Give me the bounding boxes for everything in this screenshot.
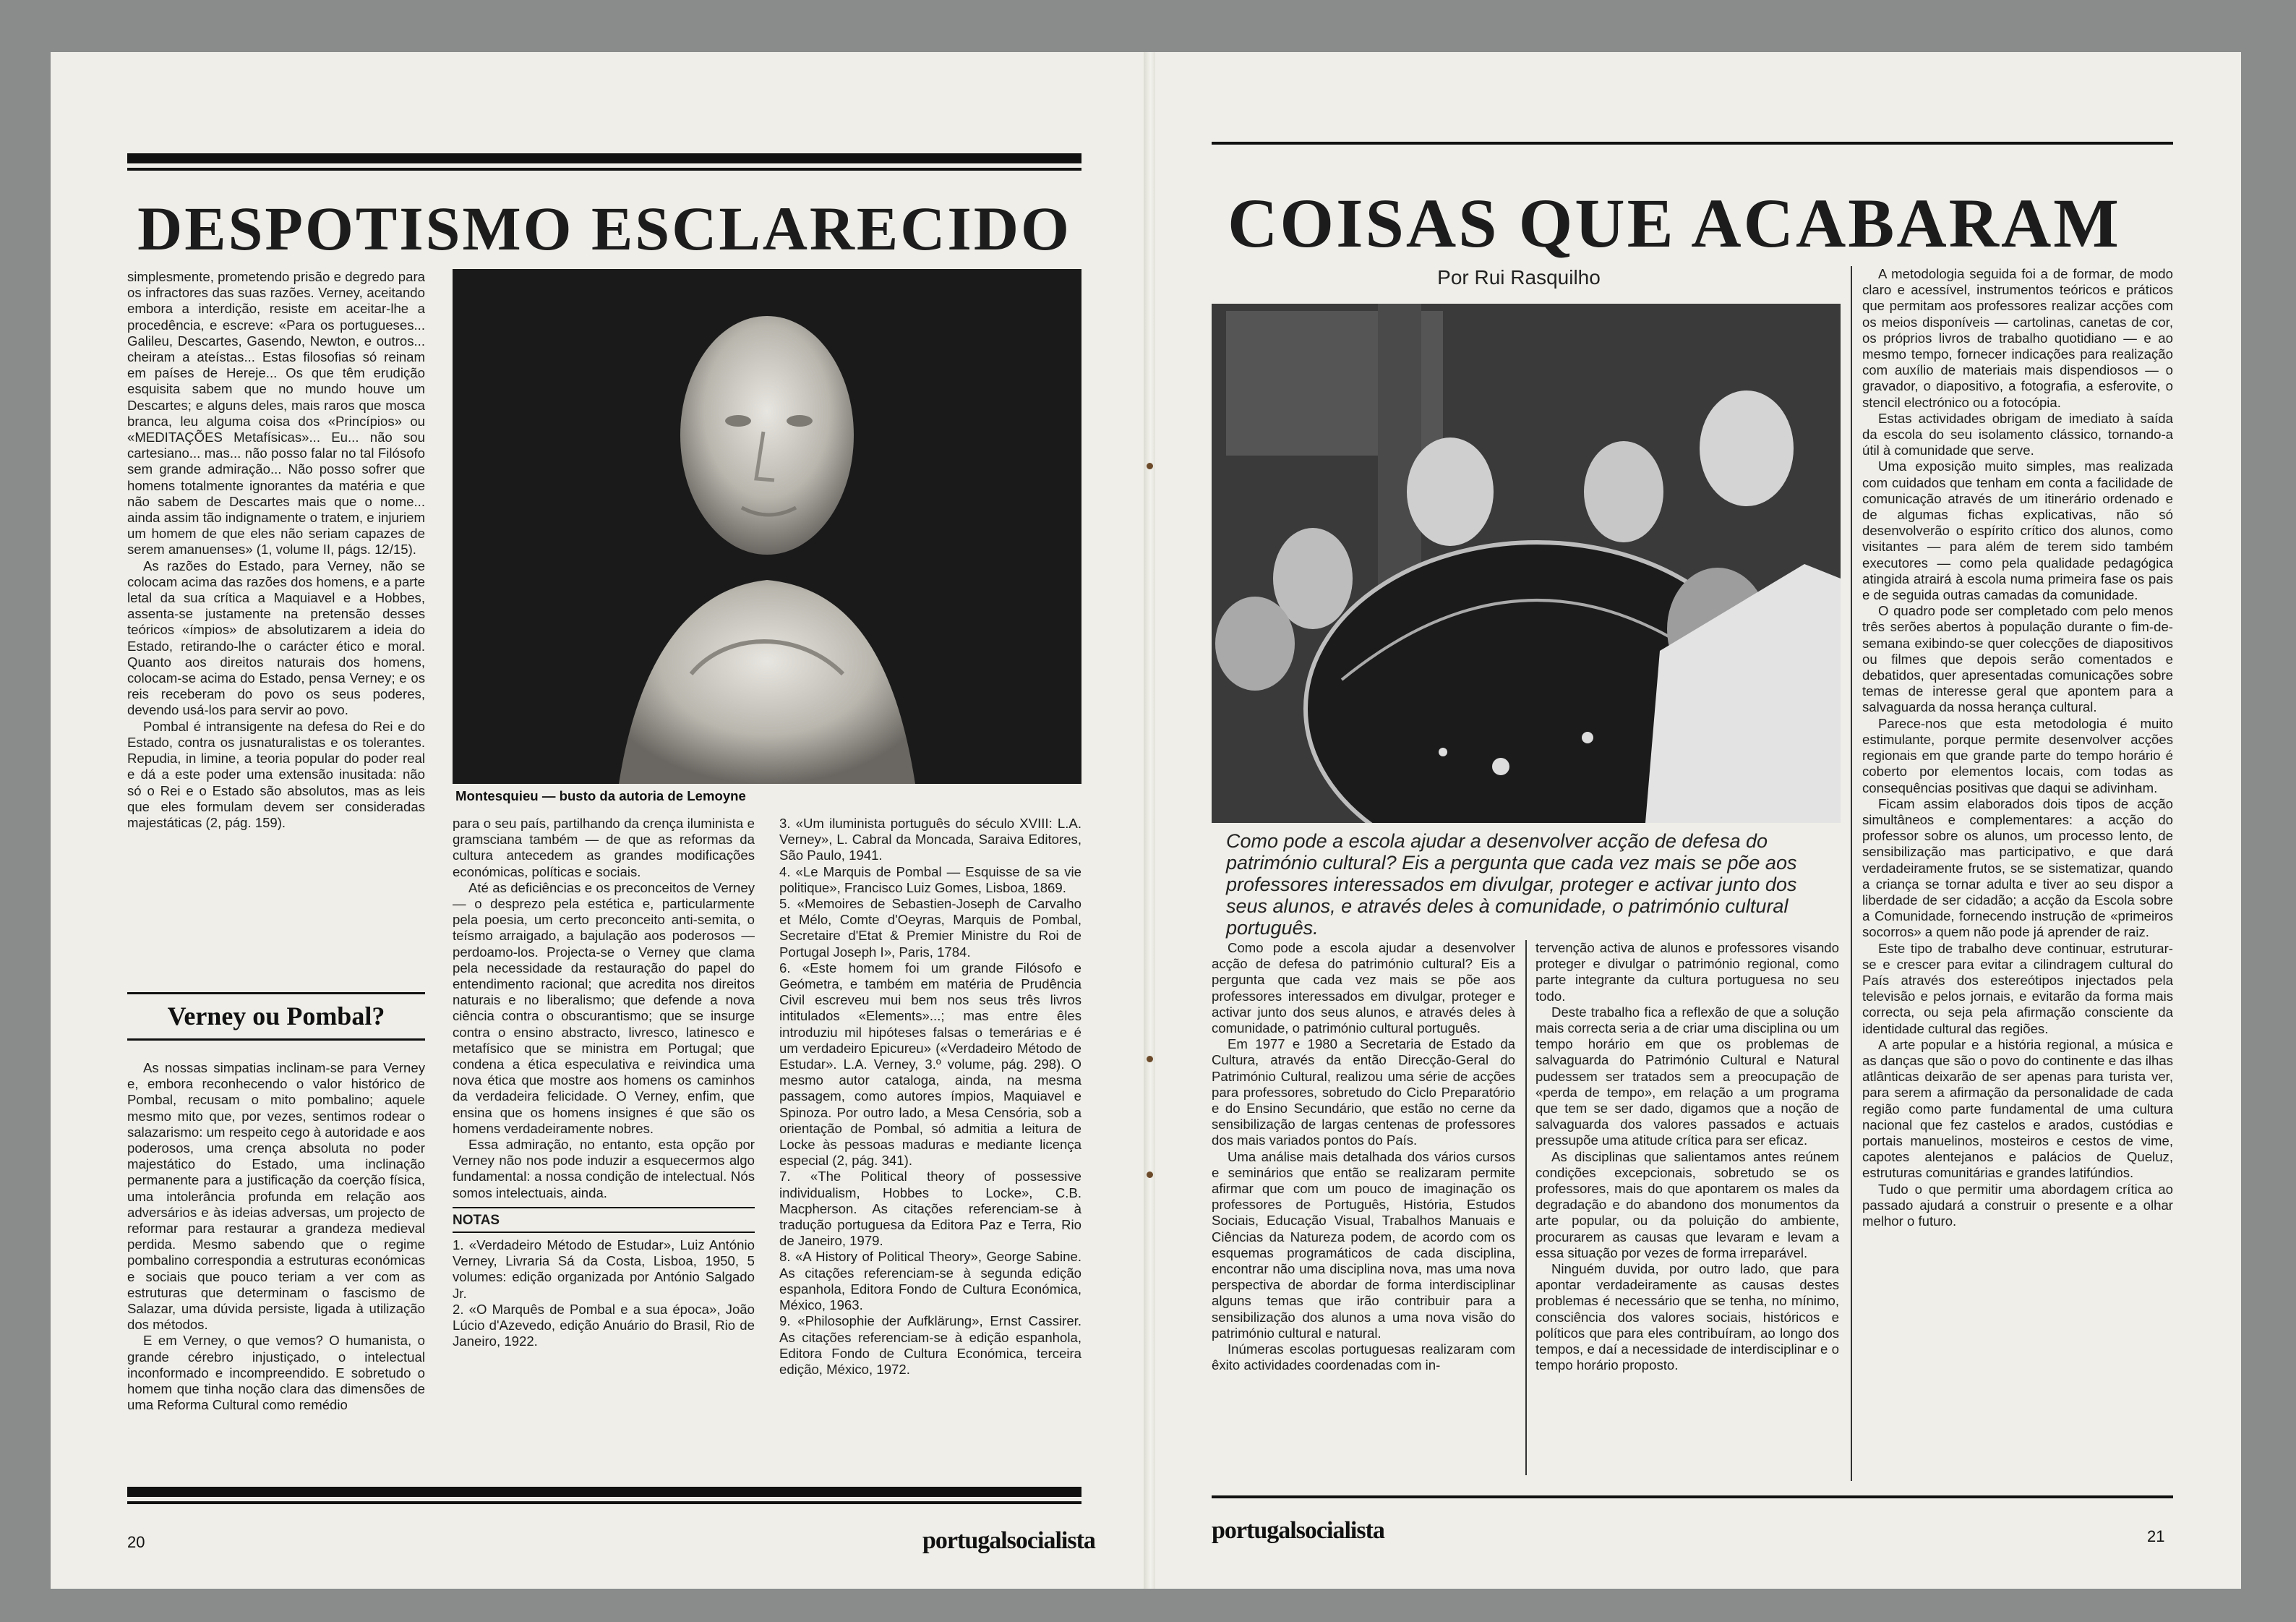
notes-rule [453,1207,755,1208]
note-item: 6. «Este homem foi um grande Filósofo e Geómetra, e também em matéria de Prudência Civil escreveu mui bem nos seus três livros intitulados «Elements»...; mas entre êles introduziu mil hipóteses falsas o temerárias e é um verdadeiro Epicureu» («Verdadeiro Método de Estudar». L.A. Verney, 3.º volume, pág. 298). O mesmo autor cataloga, ainda, na mesma passagem, como autores ímpios, Maquiavel e Spinoza. Por outro lado, a Mesa Censória, sob a orientação de Pombal, só admitia a leitura de Locke às pessoas maduras e mediante licença especial (2, pág. 341). [779,960,1081,1169]
paragraph: Tudo o que permitir uma abordagem crítica ao passado ajudará a construir o presente e a olhar melhor o futuro. [1862,1181,2173,1229]
notes-heading: NOTAS [453,1212,500,1228]
paragraph: Uma análise mais detalhada dos vários cursos e seminários que então se realizaram permite afirmar que com um pouco de imaginação os professores de Português, História, Estudos Sociais, Educação Visual, Trabalhos Manuais e Ciências da Natureza podem, de acordo com os esquemas programáticos de cada disciplina, encontrar não uma disciplina nova, mas uma nova perspectiva de abordar de forma interdisciplinar alguns temas que irão contribuir para a sensibilização dos alunos a uma nova visão do património cultural e natural. [1212,1148,1515,1341]
staple-mark [1147,1056,1153,1062]
paragraph: tervenção activa de alunos e professores visando proteger e divulgar o património regional, como parte integrante da cultura portuguesa no seu todo. [1535,940,1839,1004]
notes-column-3 [779,816,1081,1467]
paragraph: Inúmeras escolas portuguesas realizaram com êxito actividades coordenadas com in- [1212,1341,1515,1373]
paragraph: Parece-nos que esta metodologia é muito estimulante, porque permite desenvolver acções regionais em que grande parte do tempo horário é coberto por elementos locais, com todas as consequências positivas que daqui se adivinham. [1862,715,2173,795]
paragraph: Essa admiração, no entanto, esta opção por Verney não nos pode induzir a esquecermos algo fundamental: a nossa condição de intelectual. Nós somos intelectuais, ainda. [453,1137,755,1200]
note-item: 2. «O Marquês de Pombal e a sua época», João Lúcio d'Azevedo, edição Anuário do Brasil, Rio de Janeiro, 1922. [453,1301,755,1349]
column-divider [1851,266,1852,1481]
photo-caption: Montesquieu — busto da autoria de Lemoyne [455,788,746,803]
paragraph: Deste trabalho fica a reflexão de que a solução mais correcta seria a de criar uma disciplina ou um tempo horário em que os problemas de salvaguarda do Património Cultural e Natural pudessem ser tratados sem a preocupação de «perda de tempo», em relação a um programa que tem se ser dado, digamos que a noção de salvaguarda dos valores passados e actuais pressupõe uma atitude crítica para ser eficaz. [1535,1004,1839,1148]
article-column-1 [127,269,425,978]
header-rule-thin [1212,142,2173,145]
article-column-1b [127,1060,425,1465]
article-column-2 [1535,940,1839,1475]
paragraph: A arte popular e a história regional, a música e as danças que são o povo do continente e das ilhas atlânticas deixarão de ser apenas para turista ver, para serem a afirmação da personalidade de cada região como parte fundamental de uma cultura nacional que fez castelos e arados, custódias e portais manuelinos, mosteiros e cestos de vime, capotes alentejanos e palácios de Queluz, estruturas comunitárias e grandes latifúndios. [1862,1036,2173,1181]
paragraph: para o seu país, partilhando da crença iluminista e gramsciana também — de que as reformas da cultura antecedem as grandes modificações económicas, políticas e sociais. [453,816,755,879]
headline: DESPOTISMO ESCLARECIDO [137,194,1071,263]
column-divider [1525,940,1527,1475]
staple-mark [1147,1171,1153,1178]
paragraph: Ninguém duvida, por outro lado, que para apontar verdadeiramente as causas destes problemas é necessário que se tenha, no mínimo, consciência dos valores sociais, históricos e políticos que para eles contribuíram, ao longo dos tempos, e daí a necessidade de interdisciplinar e o tempo horário proposto. [1535,1261,1839,1373]
subhead-rule-top [127,992,425,994]
footer-rule-thin [127,1501,1081,1504]
paragraph: Estas actividades obrigam de imediato à saída da escola do seu isolamento clássico, tornando-a útil à comunidade que serve. [1862,410,2173,458]
note-item: 9. «Philosophie der Aufklärung», Ernst Cassirer. As citações referenciam-se à edição espanhola, Editora Fondo de Cultura Económica, terceira edição, México, 1972. [779,1313,1081,1377]
article-column-2 [453,816,755,1467]
byline: Por Rui Rasquilho [1437,266,1601,289]
staple-mark [1147,463,1153,469]
paragraph: Pombal é intransigente na defesa do Rei e do Estado, contra os jusnaturalistas e os tolerantes. Repudia, in limine, a teoria popular do poder real e dá a este poder uma extensão inusitada: não só o Rei e o Estado são absolutos, mas as leis que eles formulam devem ser consideradas majestáticas (2, pág. 159). [127,718,425,830]
masthead-logo: portugalsocialista [1212,1517,1384,1544]
page-number: 21 [2147,1527,2165,1545]
page-number: 20 [127,1533,145,1551]
notes-rule [453,1232,755,1233]
classroom-photo [1212,304,1841,823]
bust-photo [453,269,1081,784]
paragraph: As disciplinas que salientamos antes reúnem condições excepcionais, sobretudo se os professores, mais do que apontarem os males da degradação e do abandono dos monumentos da arte popular, ou da poluição do ambiente, procurarem as causas que levaram e levam a essa situação por vezes de forma irreparável. [1535,1148,1839,1260]
paragraph: E em Verney, o que vemos? O humanista, o grande cérebro injustiçado, o intelectual inconformado e incompreendido. E sobretudo o homem que tinha noção clara das dimensões de uma Reforma Cultural como remédio [127,1333,425,1413]
header-rule [127,153,1081,163]
paragraph: simplesmente, prometendo prisão e degredo para os infractores das suas razões. Verney, aceitando embora a interdição, resiste em aceitar-lhe a procedência, e escreve: «Para os portugueses... Galileu, Descartes, Gasendo, Newton, e outros... cheiram a ateístas... Estas filosofias só reinam em países de Hereje... Os que têm erudição esquisita sabem que no mundo houve um Descartes; e alguns deles, mais raros que mosca branca, leu alguma coisa dos «Princípios» ou «MEDITAÇÕES Metafísicas»... Eu... não sou cartesiano... mas... não posso falar no tal Filósofo sem grande admiração... Não posso sofrer que homens totalmente ignorantes da matéria e que não sabem de Descartes mais que o nome... ainda assim tão indignamente o tratem, e injuriem um homem de que eles não seriam capazes de serem amanuenses» (1, volume II, págs. 12/15). [127,269,425,558]
photo-caption: Como pode a escola ajudar a desenvolver acção de defesa do património cultural? Eis a pergunta que cada vez mais se põe aos professores interessados em divulgar, proteger e activar junto dos seus alunos, e através deles à comunidade, o património cultural português. [1226,830,1797,939]
paragraph: Em 1977 e 1980 a Secretaria de Estado da Cultura, através da então Direcção-Geral do Património Cultural, realizou uma série de acções para professores, sobretudo do Ciclo Preparatório e do Ensino Secundário, que estão no cerne da sensibilização de largas centenas de professores dos mais variados pontos do País. [1212,1036,1515,1148]
subhead-rule-bottom [127,1038,425,1041]
spine-gutter [1144,52,1155,1589]
paragraph: Uma exposição muito simples, mas realizada com cuidados que tenham em conta a facilidade de comunicação através de um itinerário ordenado e de algumas fichas explicativas, não só desenvolverão o espírito crítico dos alunos, como visitantes — para além de terem sido também executores — como pela qualidade pedagógica atingida atrairá à escola numa primeira fase os pais e de seguida outras camadas da comunidade. [1862,458,2173,603]
note-item: 1. «Verdadeiro Método de Estudar», Luiz António Verney, Livraria Sá da Costa, Lisboa, 1950, 5 volumes: edição organizada por António Salgado Jr. [453,1237,755,1301]
article-column-3 [1862,266,2173,1481]
note-item: 8. «A History of Political Theory», George Sabine. As citações referenciam-se à segunda edição espanhola, Editora Fondo de Cultura Económica, México, 1963. [779,1249,1081,1313]
note-item: 4. «Le Marquis de Pombal — Esquisse de sa vie politique», Francisco Luiz Gomes, Lisboa, 1869. [779,863,1081,895]
footer-rule [127,1487,1081,1497]
paragraph: Ficam assim elaborados dois tipos de acção simultâneos e complementares: a acção do professor sobre os alunos, um processo lento, de sensibilização mas participativo, e que dará verdadeiramente frutos, se se sistematizar, quando a criança se tornar adulta e tiver ao seu dispor a liberdade de ser cidadão; a acção da Escola sobre a Comunidade, fornecendo instrução de «primeiros socorros» a quem não pode já aprender de raiz. [1862,795,2173,940]
paragraph: Até as deficiências e os preconceitos de Verney — o desprezo pela estética e, particularmente pela poesia, um certo preconceito anti-semita, o teísmo arraigado, a bajulação aos poderosos — perdoamo-los. Projecta-se o Verney que clama pela necessidade da restauração do papel do entendimento racional; que acredita nos direitos naturais e no liberalismo; que defende a nova ciência contra o obscurantismo; que se insurge contra o ensino abstracto, livresco, latinesco e metafísico que se ministra em Portugal; que condena a ética especulativa e reivindica uma nova ética que mostre aos homens os caminhos da verdadeira felicidade. O Verney, enfim, que ensina que os homens insignes é que são os homens verdadeiramente nobres. [453,879,755,1136]
note-item: 7. «The Political theory of possessive individualism, Hobbes to Locke», C.B. Macpherson. As citações referenciam-se à tradução portuguesa da Editora Paz e Terra, Rio de Janeiro, 1979. [779,1169,1081,1249]
paragraph: O quadro pode ser completado com pelo menos três serões abertos à população durante o fim-de-semana exibindo-se quer colecções de diapositivos ou filmes que depois serão comentados e debatidos, quer apresentadas comunicações sobre temas de interesse geral que apontem para a salvaguarda da nossa herança cultural. [1862,603,2173,715]
paragraph: As razões do Estado, para Verney, não se colocam acima das razões dos homens, e a parte letal da sua crítica a Maquiavel e a Hobbes, assenta-se justamente na pretensão desses teóricos «ímpios» de absolutizarem a ideia do Estado, retirando-lhe o carácter ético e moral. Quanto aos direitos naturais dos homens, colocam-se acima do Estado, pensa Verney; e os reis receberam do povo os seus poderes, devendo usá-los para servir ao povo. [127,558,425,718]
article-column-1 [1212,940,1515,1475]
footer-rule-thin [1212,1495,2173,1498]
note-item: 5. «Memoires de Sebastien-Joseph de Carvalho et Mélo, Comte d'Oeyras, Marquis de Pombal, Secretaire d'Etat & Premier Ministre du Roi de Portugal Joseph I», Paris, 1784. [779,896,1081,960]
paragraph: Este tipo de trabalho deve continuar, estruturar-se e crescer para evitar a cilindragem cultural do País através dos estereótipos injectados pela televisão e pelos jornais, e evitarão da forma mais correcta, ou seja pela afirmação consciente da identidade cultural das regiões. [1862,940,2173,1036]
section-subhead: Verney ou Pombal? [167,1002,385,1030]
header-rule-thin [127,168,1081,171]
masthead-logo: portugalsocialista [922,1527,1095,1554]
paragraph: Como pode a escola ajudar a desenvolver acção de defesa do património cultural? Eis a pergunta que cada vez mais se põe aos professores interessados em divulgar, proteger e activar junto dos seus alunos, e através deles à comunidade, o património cultural português. [1212,940,1515,1036]
paragraph: As nossas simpatias inclinam-se para Verney e, embora reconhecendo o valor histórico de Pombal, recusam o mito pombalino; aquele mesmo mito que, por vezes, sentimos rodear o salazarismo: um respeito cego à autoridade e aos poderosos, uma crença absoluta no poder majestático do Estado, uma inclinação permanente para a justificação da coerção física, uma intolerância profunda em relação aos adversários e às ideias adversas, um projecto de reformar para restaurar a grandeza medieval perdida. Mesmo sabendo que o regime pombalino correspondia a estruturas económicas e sociais que pouco teriam a ver com as estruturas que determinam o fascismo de Salazar, uma dúvida persiste, ligada à utilização dos métodos. [127,1060,425,1333]
paragraph: A metodologia seguida foi a de formar, de modo claro e acessível, instrumentos teóricos e práticos que permitam aos professores realizar acções com os meios disponíveis — cartolinas, canetas de cor, os próprios livros de trabalho quotidiano — e ao mesmo tempo, fornecer indicações para realização com auxílio de materiais mais dispendiosos — o gravador, o diapositivo, a fotografia, a esferovite, o stencil electrónico ou a fotocópia. [1862,266,2173,410]
note-item: 3. «Um iluminista português do século XVIII: L.A. Verney», L. Cabral da Moncada, Saraiva Editores, São Paulo, 1941. [779,816,1081,863]
headline: COISAS QUE ACABARAM [1228,184,2121,262]
